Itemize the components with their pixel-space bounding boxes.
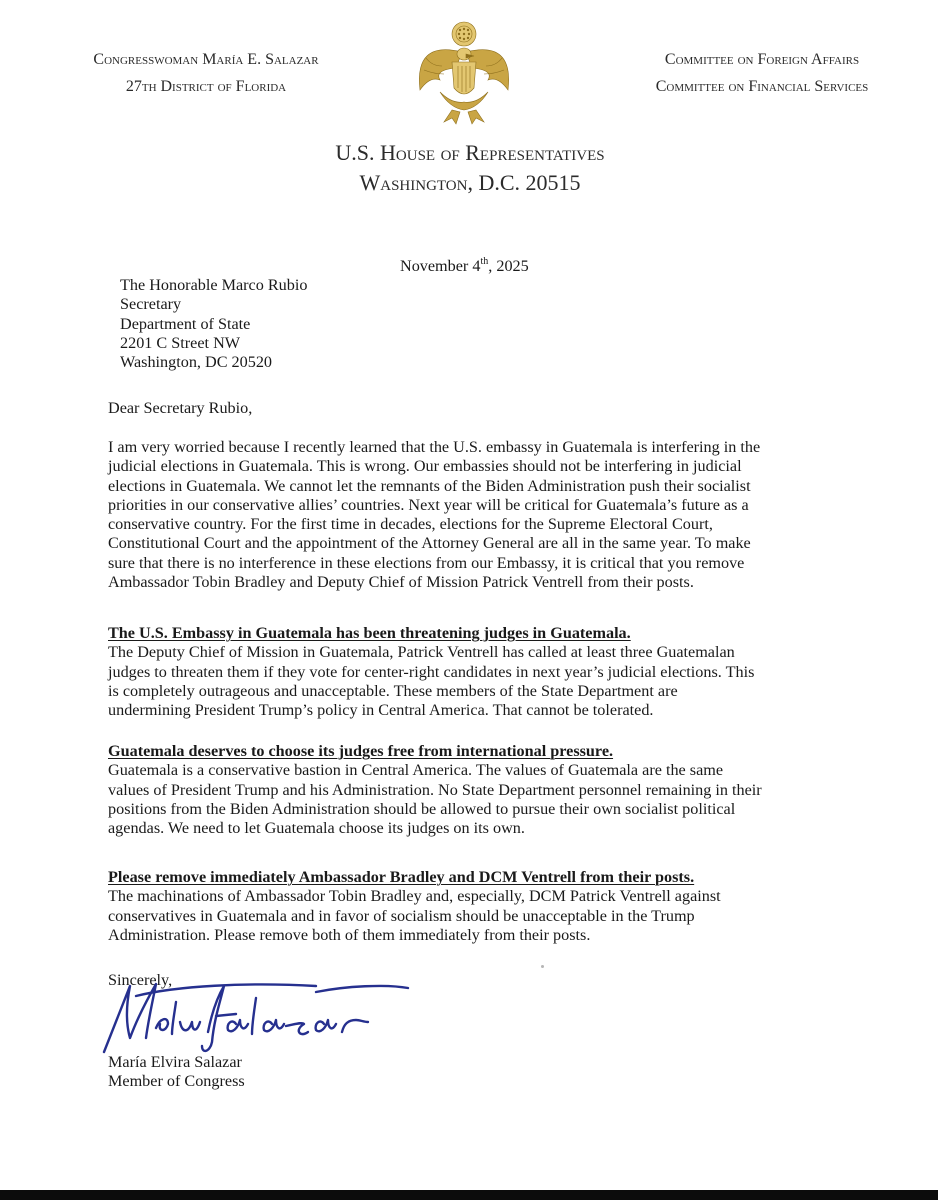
paragraph-line: Administration. Please remove both of them immediately from their posts. bbox=[108, 925, 591, 944]
paragraph-line: Constitutional Court and the appointment of the Attorney General are all in the same year. To make bbox=[108, 534, 751, 553]
section-heading: Please remove immediately Ambassador Bradley and DCM Ventrell from their posts. bbox=[108, 868, 695, 886]
closing: Sincerely, bbox=[108, 971, 173, 989]
section-embassy-threats bbox=[108, 624, 754, 720]
paragraph-line: conservatives in Guatemala and in favor of socialism should be unacceptable in the Trump bbox=[108, 906, 695, 925]
recipient-title: Secretary bbox=[120, 295, 182, 314]
institution-name: U.S. House of Representatives bbox=[335, 140, 605, 165]
salutation: Dear Secretary Rubio, bbox=[108, 399, 253, 417]
paragraph-line: positions from the Biden Administration should be allowed to pursue their own socialist political bbox=[108, 799, 736, 818]
committee-financial-services: Committee on Financial Services bbox=[655, 78, 869, 95]
paragraph-line: elections in Guatemala. We cannot let the remnants of the Biden Administration push their socialist bbox=[108, 476, 751, 495]
committee-foreign-affairs: Committee on Foreign Affairs bbox=[664, 51, 860, 68]
paragraph-line: judicial elections in Guatemala. This is wrong. Our embassies should not be interfering in judicial bbox=[108, 457, 742, 476]
paragraph-line: conservative country. For the first time in decades, elections for the Supreme Electoral Court, bbox=[108, 515, 713, 534]
paragraph-line: The machinations of Ambassador Tobin Bradley and, especially, DCM Patrick Ventrell against bbox=[108, 887, 721, 906]
date-year: , 2025 bbox=[488, 257, 529, 275]
date-suffix: th bbox=[480, 255, 489, 267]
section-heading: Guatemala deserves to choose its judges free from international pressure. bbox=[108, 742, 614, 760]
handwritten-signature bbox=[96, 972, 416, 1056]
paragraph-line: values of President Trump and his Administration. No State Department personnel remaining in their bbox=[108, 780, 762, 799]
institution-block bbox=[260, 138, 680, 198]
congresswoman-name: Congresswoman María E. Salazar bbox=[93, 51, 319, 68]
paragraph-line: undermining President Trump’s policy in Central America. That cannot be tolerated. bbox=[108, 701, 654, 720]
section-removal-request bbox=[108, 868, 721, 945]
institution-city: Washington, D.C. 20515 bbox=[359, 170, 581, 195]
signer-name: María Elvira Salazar bbox=[108, 1053, 242, 1071]
paragraph-line: is completely outrageous and unacceptable. These members of the State Department are bbox=[108, 681, 678, 700]
section-heading: The U.S. Embassy in Guatemala has been threatening judges in Guatemala. bbox=[108, 624, 631, 642]
paragraph-line: judges to threaten them if they vote for center-right candidates in next year’s judicial elections. This bbox=[108, 662, 755, 681]
letterhead-left bbox=[56, 46, 356, 100]
recipient-street: 2201 C Street NW bbox=[120, 333, 241, 352]
recipient-city: Washington, DC 20520 bbox=[120, 353, 273, 372]
section-free-choice bbox=[108, 742, 762, 838]
letterhead-right bbox=[630, 46, 894, 100]
recipient-department: Department of State bbox=[120, 314, 251, 333]
signature-block bbox=[108, 1053, 245, 1092]
scan-border bbox=[0, 1190, 938, 1200]
paragraph-line: sure that there is no interference in these elections from our Embassy, it is critical that you remove bbox=[108, 553, 745, 572]
paragraph-line: Ambassador Tobin Bradley and Deputy Chief of Mission Patrick Ventrell from their posts. bbox=[108, 573, 694, 592]
recipient-name: The Honorable Marco Rubio bbox=[120, 276, 308, 294]
paragraph-line: agendas. We need to let Guatemala choose its judges on its own. bbox=[108, 819, 525, 838]
paragraph-line: priorities in our conservative allies’ countries. Next year will be critical for Guatemala’s future as a bbox=[108, 495, 749, 514]
eagle-seal-icon bbox=[412, 18, 516, 126]
signer-title: Member of Congress bbox=[108, 1072, 245, 1091]
paragraph-line: The Deputy Chief of Mission in Guatemala, Patrick Ventrell has called at least three Guatemalan bbox=[108, 643, 735, 662]
letter-date bbox=[400, 257, 529, 276]
intro-paragraph bbox=[108, 438, 760, 592]
paragraph-line: I am very worried because I recently learned that the U.S. embassy in Guatemala is interfering in the bbox=[108, 438, 761, 456]
district: 27th District of Florida bbox=[125, 78, 287, 95]
scan-speck bbox=[541, 965, 544, 968]
date-month-day: November 4 bbox=[400, 257, 481, 275]
paragraph-line: Guatemala is a conservative bastion in Central America. The values of Guatemala are the same bbox=[108, 761, 724, 780]
recipient-address bbox=[120, 276, 520, 372]
